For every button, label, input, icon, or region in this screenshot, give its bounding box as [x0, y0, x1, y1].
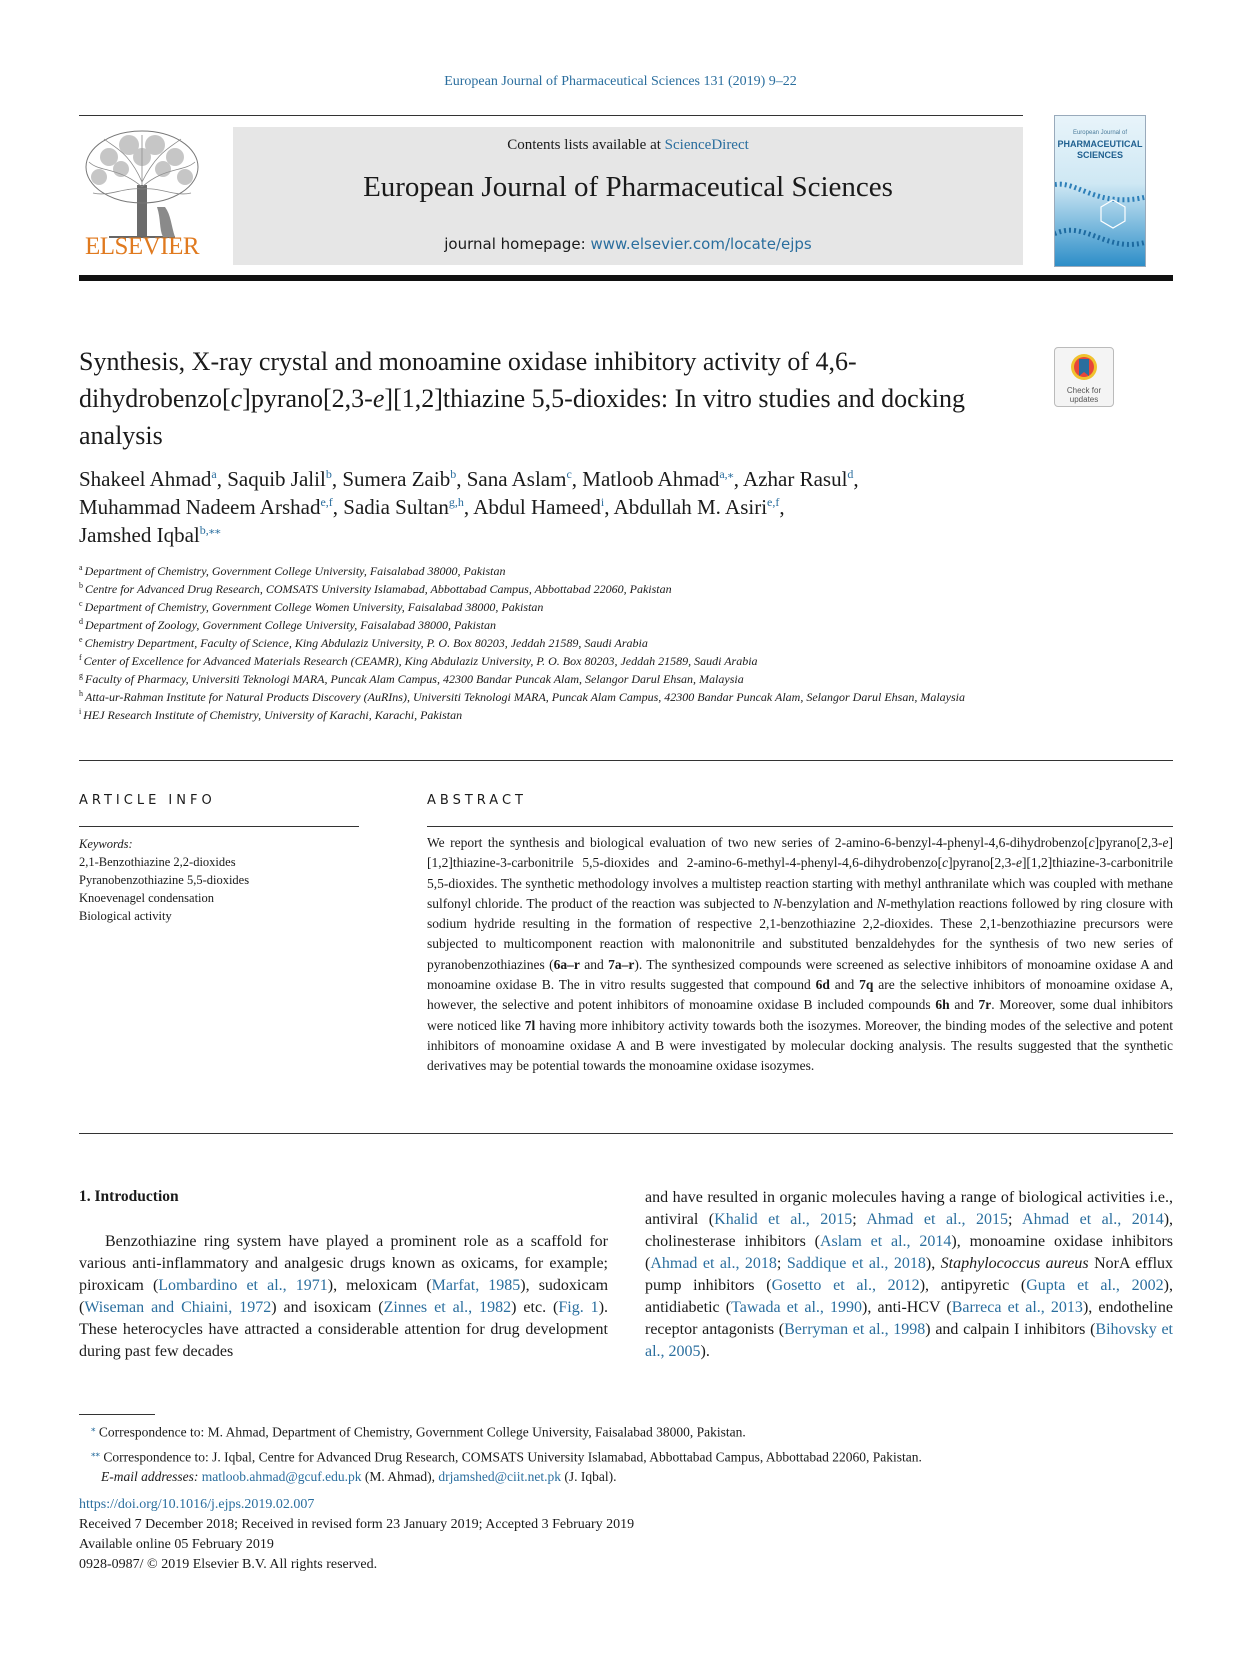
affil-text: Atta-ur-Rahman Institute for Natural Products Discovery (AuRIns), Universiti Teknologi MARA, Puncak Alam Campus, 42300 Bandar Puncak Alam, Selangor Darul Ehsan, Malaysia [85, 690, 966, 704]
email-label: E-mail addresses: [101, 1469, 199, 1484]
title-part: Synthesis, X-ray crystal and monoamine oxidase inhibitory activity of 4,6-dihydrobenzo[ [79, 347, 857, 413]
affiliation [79, 598, 1039, 616]
author-affil-link[interactable]: c [566, 467, 572, 481]
footnote-marker: ⁎⁎ [91, 1447, 100, 1458]
cover-molecule-icon [1055, 116, 1145, 266]
abstract-span: ]pyrano[2,3- [1094, 835, 1163, 850]
author-name: Abdullah M. Asiri [613, 495, 768, 519]
affil-text: Department of Chemistry, Government College University, Faisalabad 38000, Pakistan [84, 564, 506, 578]
affiliation [79, 670, 1039, 688]
affil-marker: c [79, 599, 83, 608]
journal-masthead [233, 127, 1023, 265]
citation-link[interactable]: Aslam et al., 2014 [819, 1233, 952, 1250]
affil-marker: g [79, 671, 83, 680]
abstract-span: -methylation reactions followed by ring closure with sodium hydride resulting in the formation of respective 2,1-benzothiazine 2,2-dioxides. These 2,1-benzothiazine precursors were subjected to multicomponent reaction with malononitrile and substituted benzaldehydes for the synthesis of two new series of pyranobenzothiazines ( [427, 895, 1173, 972]
abstract-span: . Moreover, some dual inhibitors were noticed like [427, 997, 1173, 1033]
author-name: Muhammad Nadeem Arshad [79, 495, 321, 519]
intro-left-column [79, 1231, 608, 1363]
author-name: Saquib Jalil [227, 467, 326, 491]
author-affil-link[interactable]: i [600, 495, 605, 509]
abstract-span: and [579, 956, 609, 972]
citation-link[interactable]: Saddique et al., 2018 [786, 1255, 926, 1272]
author-name: Sana Aslam [466, 467, 567, 491]
affil-text: Center of Excellence for Advanced Materials Research (CEAMR), King Abdulaziz University, P. O. Box 80203, Jeddah 21589, Saudi Arabia [83, 654, 758, 668]
affiliation [79, 706, 1039, 724]
abstract-span: and [949, 997, 979, 1013]
copyright: 0928-0987/ © 2019 Elsevier B.V. All rights reserved. [79, 1557, 378, 1572]
compound-id: 7q [859, 977, 874, 993]
elsevier-logo [79, 127, 205, 265]
footnote-text: Correspondence to: J. Iqbal, Centre for Advanced Drug Research, COMSATS University Islamabad, Abbottabad Campus, Abbottabad 22060, Pakistan. [100, 1449, 922, 1464]
author [79, 523, 221, 547]
citation-link[interactable]: Tawada et al., 1990 [731, 1299, 863, 1316]
abstract-italic: N [876, 895, 886, 911]
author [79, 467, 217, 491]
citation-link[interactable]: Gupta et al., 2002 [1026, 1277, 1164, 1294]
affiliation [79, 580, 1039, 598]
keyword: Biological activity [79, 909, 172, 923]
citation-link[interactable]: Gosetto et al., 2012 [771, 1277, 920, 1294]
author-name: Matloob Ahmad [582, 467, 720, 491]
abstract-span: ][1,2]thiazine-3-carbonitrile 5,5-dioxides. The synthetic methodology involves a multistep reaction starting with methyl anthranilate which was coupled with methane sulfonyl chloride. The product of the reaction was subjected to [427, 855, 1173, 911]
citation-link[interactable]: Bihovsky et al., 2005 [645, 1321, 1173, 1360]
bookmark-icon [1055, 348, 1113, 388]
keyword: 2,1-Benzothiazine 2,2-dioxides [79, 855, 236, 869]
intro-text: ) and calpain I inhibitors ( [925, 1321, 1096, 1338]
affil-marker: a [79, 563, 83, 572]
keywords-block [79, 835, 369, 925]
article-info-heading: ARTICLE INFO [79, 793, 216, 808]
abstract-bottom-rule [79, 1133, 1173, 1134]
intro-text: ), [925, 1255, 941, 1272]
check-line1: Check for [1066, 386, 1102, 395]
intro-text: NorA efflux pump inhibitors ( [645, 1255, 1174, 1294]
affil-text: Department of Chemistry, Government College Women University, Faisalabad 38000, Pakistan [84, 600, 544, 614]
intro-text: ). These heterocycles have attracted a considerable attention for drug development during past few decades [79, 1299, 609, 1360]
author-name: Abdul Hameed [473, 495, 601, 519]
citation-link[interactable]: Barreca et al., 2013 [951, 1299, 1083, 1316]
abstract-span: ]pyrano[2,3- [948, 855, 1016, 871]
intro-text: ). [700, 1343, 710, 1360]
author [227, 467, 332, 491]
intro-text: ), endotheline receptor antagonists ( [645, 1299, 1174, 1338]
footnote-emails [79, 1467, 1173, 1487]
footnote-text: Correspondence to: M. Ahmad, Department of Chemistry, Government College University, Faisalabad 38000, Pakistan. [95, 1424, 746, 1440]
check-line2: updates [1069, 395, 1099, 404]
intro-text: ) and isoxicam ( [271, 1299, 384, 1316]
homepage-prefix: journal homepage: [444, 235, 591, 253]
abstract-span: We report the synthesis and biological evaluation of two new series of 2-amino-6-benzyl-4-phenyl-4,6-dihydrobenzo[ [427, 835, 1089, 850]
footnote-marker: ⁎ [91, 1423, 96, 1433]
abstract-text [427, 833, 1173, 1077]
affiliations-list [79, 562, 1039, 724]
compound-id: 7l [524, 1017, 536, 1033]
compound-id: 7a–r [608, 956, 635, 972]
cover-line1: European Journal of [1072, 130, 1128, 136]
footnote-correspondence-1 [79, 1418, 1173, 1443]
intro-text: ) etc. ( [511, 1299, 559, 1316]
journal-reference[interactable]: European Journal of Pharmaceutical Sciences 131 (2019) 9–22 [444, 74, 797, 89]
affil-marker: h [79, 689, 83, 698]
affil-text: Department of Zoology, Government College University, Faisalabad 38000, Pakistan [85, 618, 496, 632]
abstract-italic: e [1015, 855, 1022, 871]
keyword: Knoevenagel condensation [79, 891, 215, 905]
intro-text: ), antipyretic ( [919, 1277, 1027, 1294]
article-info-rule [79, 826, 359, 827]
author-list: Shakeel Ahmad$^a$, Saquib Jalil$^b$, Sumera Zaib$^b$, Sana Aslam$^c$, Matloob Ahmad$^{a,⁎}$, Azhar Rasul$^d$, Muhammad Nadeem Arshad$^{e,f}$, Sadia Sultan$^{g,h}$, Abdul Hameed$^i$, Abdullah M. Asiri$^{e,f}$, Jamshed Iqbal$^{b,⁎⁎}$ [79, 467, 859, 547]
title-italic: e [372, 384, 385, 413]
sciencedirect-link[interactable]: ScienceDirect [664, 137, 749, 153]
citation-link[interactable]: Ahmad et al., 2014 [1022, 1211, 1164, 1228]
footnote-rule [79, 1414, 155, 1415]
intro-text: and have resulted in organic molecules having a range of biological activities i.e., antiviral ( [645, 1189, 1173, 1228]
affiliation [79, 616, 1039, 634]
contents-line [233, 137, 1023, 154]
abstract-span: -benzylation and [782, 895, 877, 911]
publication-info [79, 1495, 879, 1575]
intro-text: ), cholinesterase inhibitors ( [645, 1211, 1174, 1250]
article-title [79, 343, 1019, 454]
citation-link[interactable]: Lombardino et al., 1971 [158, 1277, 328, 1294]
species-name: Staphylococcus aureus [940, 1255, 1089, 1272]
compound-id: 6d [815, 977, 830, 993]
author [743, 467, 853, 491]
author-name: Jamshed Iqbal [79, 523, 200, 547]
title-part: ]pyrano[2,3- [242, 384, 373, 413]
affil-text: HEJ Research Institute of Chemistry, University of Karachi, Karachi, Pakistan [83, 708, 463, 722]
intro-text: ), antidiabetic ( [645, 1277, 1173, 1316]
affiliation [79, 652, 1039, 670]
footnotes [79, 1418, 1173, 1487]
figure-link[interactable]: Fig. 1 [558, 1299, 599, 1316]
intro-text: ), meloxicam ( [327, 1277, 432, 1294]
email-link[interactable]: matloob.ahmad@gcuf.edu.pk [201, 1469, 362, 1484]
title-italic: c [230, 384, 243, 413]
contents-prefix: Contents lists available at [507, 137, 665, 153]
section-rule [79, 760, 1173, 761]
abstract-heading: ABSTRACT [427, 793, 527, 808]
doi-link[interactable]: https://doi.org/10.1016/j.ejps.2019.02.007 [79, 1497, 315, 1512]
author-name: Sumera Zaib [342, 467, 451, 491]
author-affil-link[interactable]: d [847, 467, 854, 481]
abstract-span: having more inhibitory activity towards both the isozymes. Moreover, the binding modes of the selective and potent inhibitors of monoamine oxidase A and B were investigated by molecular docking analysis. The results suggested that the synthetic derivatives may be potential towards the monoamine oxidase isozymes. [427, 1017, 1173, 1074]
title-part: ][1,2]thiazine 5,5-dioxides: In vitro studies and docking analysis [79, 384, 965, 450]
abstract-rule [427, 826, 1173, 827]
affil-marker: f [79, 653, 82, 662]
author [342, 467, 456, 491]
affiliation [79, 634, 1039, 652]
affil-marker: i [79, 707, 82, 716]
email-owner: (M. Ahmad), [361, 1469, 439, 1484]
affil-marker: b [79, 581, 83, 590]
abstract-span: are the selective inhibitors of monoamine oxidase A, however, the selective and potent inhibitors of monoamine oxidase B included compounds [427, 977, 1173, 1013]
cover-line2: PHARMACEUTICAL [1057, 139, 1143, 149]
abstract-italic: c [942, 855, 949, 871]
author-affil-link[interactable]: b [325, 467, 332, 481]
author-affil-link[interactable]: a [211, 467, 217, 481]
compound-id: 6h [935, 997, 950, 1013]
available-online: Available online 05 February 2019 [79, 1537, 274, 1552]
check-for-updates-label [1055, 386, 1113, 404]
affil-marker: d [79, 617, 83, 626]
author [467, 467, 572, 491]
author-affil-link[interactable]: e,f [320, 495, 333, 509]
author-affil-link[interactable]: b,⁎⁎ [199, 523, 221, 537]
check-for-updates-button[interactable] [1054, 347, 1114, 407]
abstract-span: and [829, 977, 860, 993]
keywords-label: Keywords: [79, 837, 133, 851]
author-name: Shakeel Ahmad [79, 467, 212, 491]
intro-text: ; [1007, 1211, 1023, 1228]
compound-id: 7r [978, 997, 992, 1013]
author-name: Sadia Sultan [343, 495, 449, 519]
journal-cover-thumbnail[interactable] [1054, 115, 1146, 267]
author [473, 495, 604, 519]
author [582, 467, 733, 491]
intro-text: ), sudoxicam ( [79, 1277, 609, 1316]
citation-link[interactable]: Zinnes et al., 1982 [383, 1299, 512, 1316]
keyword: Pyranobenzothiazine 5,5-dioxides [79, 873, 250, 887]
author-affil-link[interactable]: e,f [767, 495, 780, 509]
homepage-line [233, 235, 1023, 253]
abstract-span: ). The synthesized compounds were screened as selective inhibitors of monoamine oxidase A and monoamine oxidase B. The in vitro results suggested that compound [427, 956, 1173, 993]
author [614, 495, 780, 519]
homepage-link[interactable]: www.elsevier.com/locate/ejps [590, 235, 812, 253]
email-link[interactable]: drjamshed@ciit.net.pk [438, 1469, 562, 1484]
publisher-wordmark: ELSEVIER [84, 233, 200, 260]
intro-text: ), anti-HCV ( [862, 1299, 952, 1316]
citation-link[interactable]: Berryman et al., 1998 [784, 1321, 926, 1338]
abstract-span: ][1,2]thiazine-3-carbonitrile 5,5-dioxides and 2-amino-6-methyl-4-phenyl-4,6-dihydrobenzo[ [427, 835, 1173, 871]
intro-text: ; [776, 1255, 787, 1272]
affil-marker: e [79, 635, 83, 644]
author-name: Azhar Rasul [743, 467, 848, 491]
footnote-correspondence-2 [79, 1443, 1173, 1468]
top-rule [79, 115, 1023, 116]
citation-link[interactable]: Marfat, 1985 [431, 1277, 521, 1294]
header-thick-rule [79, 275, 1173, 281]
intro-text: ; [852, 1211, 867, 1228]
introduction-heading: 1. Introduction [79, 1188, 179, 1205]
citation-link[interactable]: Wiseman and Chiaini, 1972 [84, 1299, 272, 1316]
citation-link[interactable]: Khalid et al., 2015 [714, 1211, 853, 1228]
author-affil-link[interactable]: a,⁎ [719, 467, 734, 481]
journal-name: European Journal of Pharmaceutical Sciences [363, 171, 893, 203]
affil-text: Centre for Advanced Drug Research, COMSATS University Islamabad, Abbottabad Campus, Abbottabad 22060, Pakistan [85, 582, 672, 596]
affiliation [79, 562, 1039, 580]
intro-right-column [645, 1187, 1173, 1363]
author [79, 495, 333, 519]
email-owner: (J. Iqbal). [561, 1469, 617, 1484]
received-dates: Received 7 December 2018; Received in revised form 23 January 2019; Accepted 3 February 2019 [79, 1517, 635, 1532]
abstract-italic: N [773, 895, 783, 911]
abstract-italic: c [1088, 835, 1095, 850]
intro-text: ), monoamine oxidase inhibitors ( [645, 1233, 1173, 1272]
compound-id: 6a–r [553, 956, 580, 972]
citation-link[interactable]: Ahmad et al., 2018 [650, 1255, 777, 1272]
affiliation [79, 688, 1039, 706]
author-affil-link[interactable]: g,h [448, 495, 464, 509]
affil-text: Chemistry Department, Faculty of Science, King Abdulaziz University, P. O. Box 80203, Jeddah 21589, Saudi Arabia [84, 636, 648, 650]
citation-link[interactable]: Ahmad et al., 2015 [866, 1211, 1008, 1228]
author [343, 495, 464, 519]
abstract-italic: e [1162, 835, 1169, 850]
author-affil-link[interactable]: b [450, 467, 457, 481]
affil-text: Faculty of Pharmacy, Universiti Teknologi MARA, Puncak Alam Campus, 42300 Bandar Puncak Alam, Selangor Darul Ehsan, Malaysia [85, 672, 744, 686]
cover-line3: SCIENCES [1076, 150, 1123, 160]
intro-text: Benzothiazine ring system have played a prominent role as a scaffold for various anti-inflammatory and analgesic drugs known as oxicams, for example; piroxicam ( [79, 1233, 608, 1294]
